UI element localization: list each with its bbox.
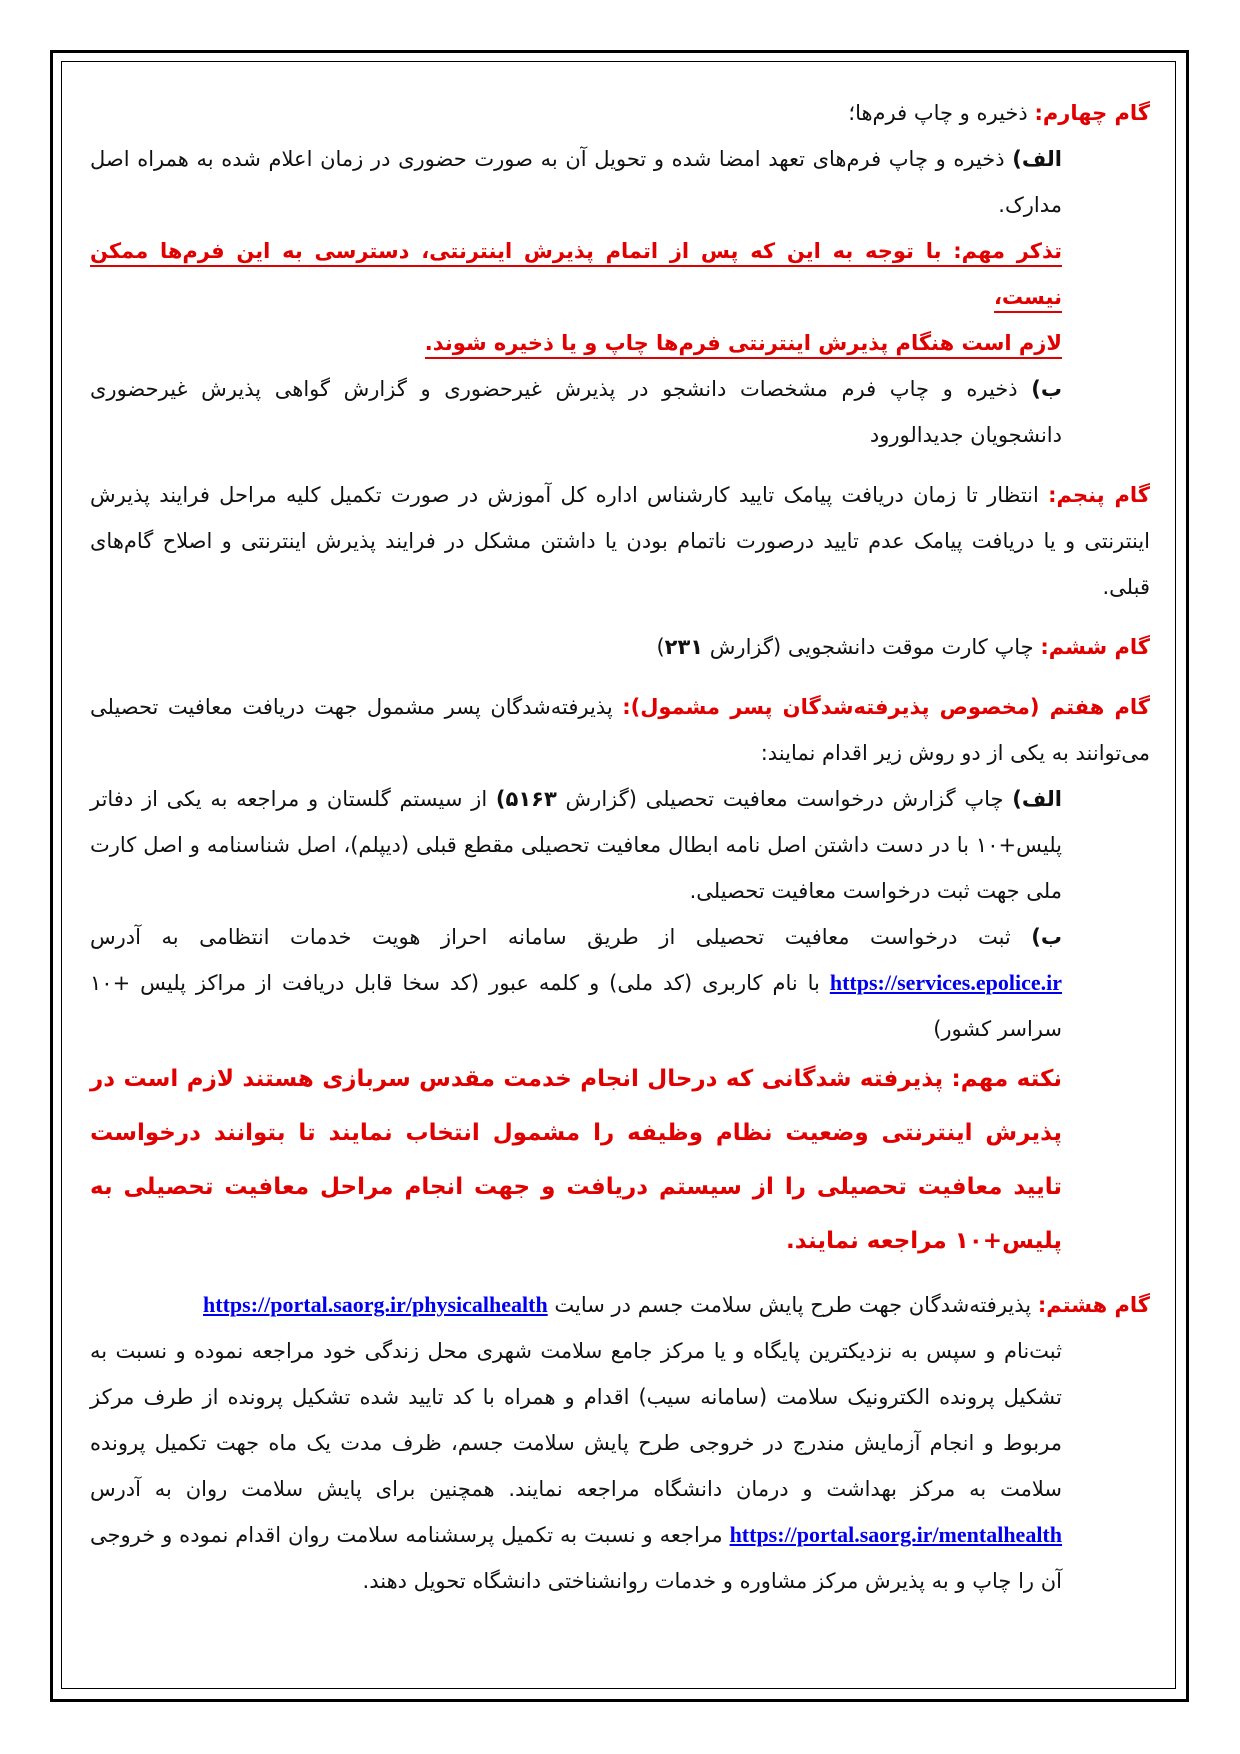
step7-item-b: ب) ثبت درخواست معافیت تحصیلی از طریق سامانه احراز هویت خدمات انتظامی به آدرس https://services.epolice.ir با نام کاربری (کد ملی) و کلمه عبور (کد سخا قابل دریافت از مراکز پلیس +۱۰ سراسر کشور) [90, 925, 1062, 1041]
step7: گام هفتم (مخصوص پذیرفته‌شدگان پسر مشمول): پذیرفته‌شدگان پسر مشمول جهت دریافت معافیت تحصیلی می‌توانند به یکی از دو روش زیر اقدام نمایند: [90, 695, 1150, 765]
step7-important-note: نکته مهم: پذیرفته شدگانی که درحال انجام خدمت مقدس سربازی هستند لازم است در پذیرش اینترنتی وضعیت نظام وظیفه را مشمول انتخاب نمایند تا بتوانند درخواست تایید معافیت تحصیلی را از سیستم دریافت و جهت انجام مراحل معافیت تحصیلی به پلیس+۱۰ مراجعه نمایند. [90, 1066, 1062, 1254]
step8: گام هشتم: پذیرفته‌شدگان جهت طرح پایش سلامت جسم در سایت https://portal.saorg.ir/physicalhealth [203, 1292, 1150, 1317]
step6: گام ششم: چاپ کارت موقت دانشجویی (گزارش ۲۳۱) [656, 635, 1150, 659]
step4-heading: گام چهارم: ذخیره و چاپ فرم‌ها؛ [848, 101, 1150, 125]
step4-item-b: ب) ذخیره و چاپ فرم مشخصات دانشجو در پذیرش غیرحضوری و گزارش گواهی پذیرش غیرحضوری دانشجویان جدیدالورود [90, 377, 1062, 447]
step8-body: ثبت‌نام و سپس به نزدیکترین پایگاه و یا مرکز جامع سلامت شهری محل زندگی خود مراجعه نموده و نسبت به تشکیل پرونده الکترونیک سلامت (سامانه سیب) اقدام و همراه با کد تایید شده تشکیل پرونده از طرف مرکز مربوط و انجام آزمایش مندرج در خروجی طرح پایش سلامت جسم، ظرف مدت یک ماه جهت تکمیل پرونده سلامت به مرکز بهداشت و درمان دانشگاه مراجعه نمایند. همچنین برای پایش سلامت روان به آدرس https://portal.saorg.ir/mentalhealth مراجعه و نسبت به تکمیل پرسشنامه سلامت روان اقدام نموده و خروجی آن را چاپ و به پذیرش مرکز مشاوره و خدمات روانشناختی دانشگاه تحویل دهند. [90, 1339, 1062, 1593]
step4-item-a: الف) ذخیره و چاپ فرم‌های تعهد امضا شده و تحویل آن به صورت حضوری در زمان اعلام شده به همراه اصل مدارک. [90, 147, 1062, 217]
epolice-link[interactable]: https://services.epolice.ir [829, 970, 1062, 995]
step4-warning: تذکر مهم: با توجه به این که پس از اتمام پذیرش اینترنتی، دسترسی به این فرم‌ها ممکن نیست، لازم است هنگام پذیرش اینترنتی فرم‌ها چاپ و یا ذخیره شوند. [90, 228, 1062, 366]
step5: گام پنجم: انتظار تا زمان دریافت پیامک تایید کارشناس اداره کل آموزش در صورت تکمیل کلیه مراحل فرایند پذیرش اینترنتی و یا دریافت پیامک عدم تایید درصورت ناتمام بودن یا داشتن مشکل در فرایند پذیرش اینترنتی و اصلاح گام‌های قبلی. [90, 483, 1151, 599]
step7-item-a: الف) چاپ گزارش درخواست معافیت تحصیلی (گزارش ۵۱۶۳) از سیستم گلستان و مراجعه به یکی از دفاتر پلیس+۱۰ با در دست داشتن اصل نامه ابطال معافیت تحصیلی مقطع قبلی (دیپلم)، اصل شناسنامه و اصل کارت ملی جهت ثبت درخواست معافیت تحصیلی. [90, 787, 1062, 903]
physical-health-link[interactable]: https://portal.saorg.ir/physicalhealth [203, 1292, 548, 1317]
mental-health-link[interactable]: https://portal.saorg.ir/mentalhealth [729, 1522, 1062, 1547]
